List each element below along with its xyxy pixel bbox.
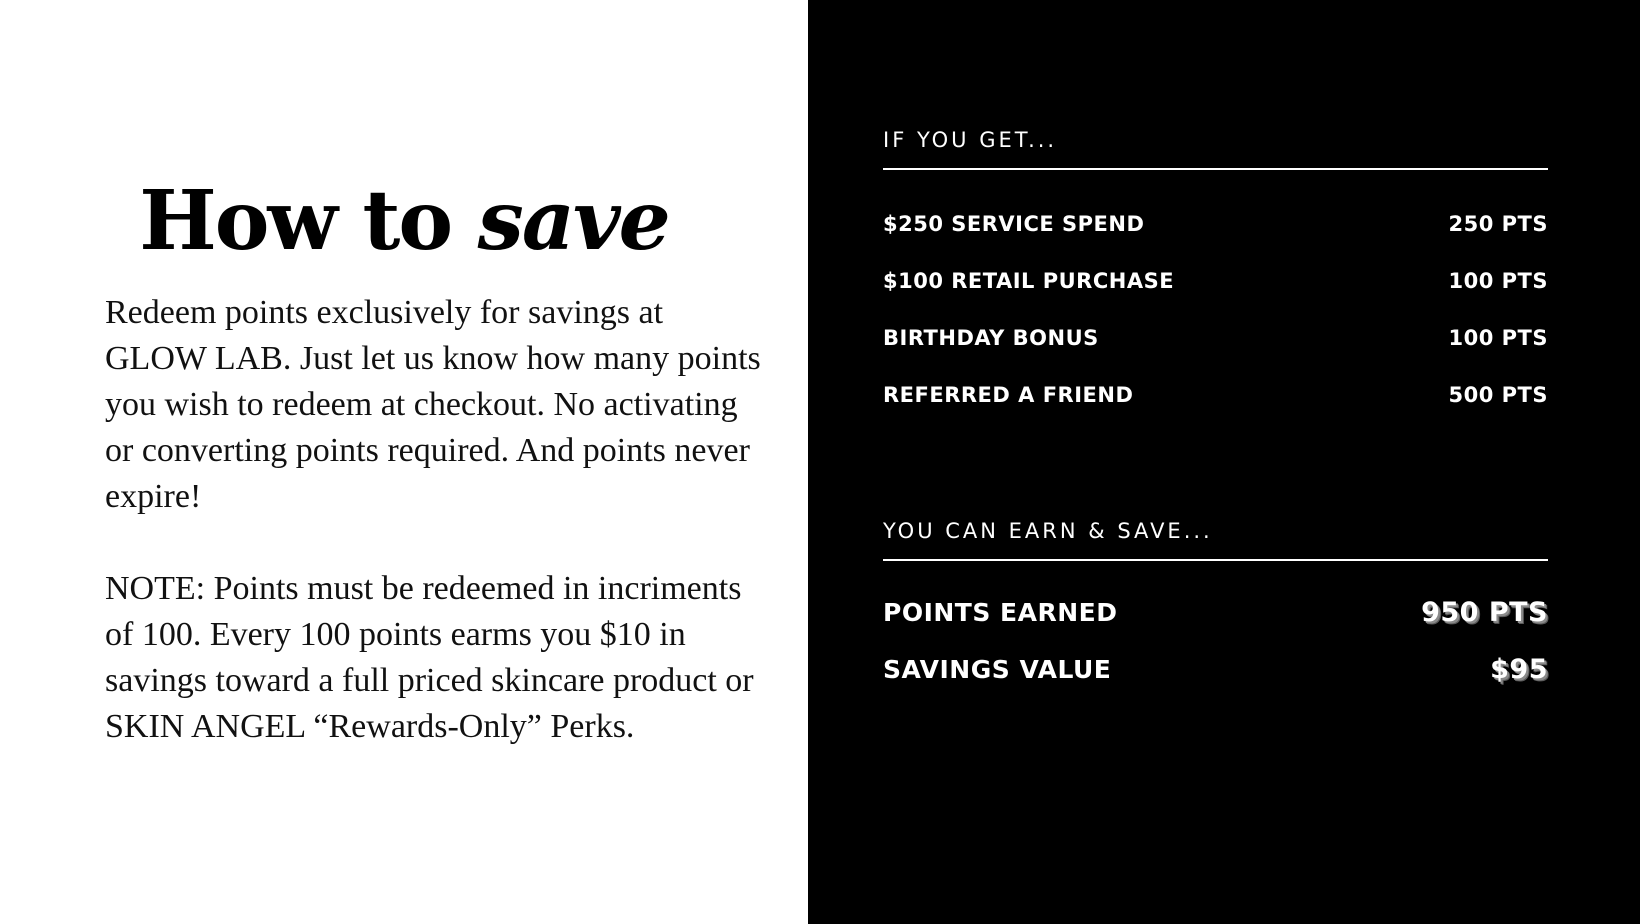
earn-row-label: $250 SERVICE SPEND (883, 212, 1145, 236)
earn-section-label: IF YOU GET... (883, 128, 1058, 152)
title-main: How to (139, 173, 478, 269)
earn-row (883, 212, 1548, 236)
earn-row-label: $100 RETAIL PURCHASE (883, 269, 1175, 293)
summary-row (883, 597, 1548, 628)
earn-row (883, 269, 1548, 293)
summary-row-value: 950 PTS (1421, 597, 1548, 628)
summary-section-divider (883, 559, 1548, 561)
earn-row (883, 326, 1548, 350)
summary-row (883, 654, 1548, 685)
title-emphasis: save (477, 173, 669, 269)
summary-row-label: POINTS EARNED (883, 598, 1118, 627)
earn-row-value: 100 PTS (1448, 326, 1548, 350)
summary-section-label: YOU CAN EARN & SAVE... (883, 519, 1213, 543)
earn-row (883, 383, 1548, 407)
earn-row-value: 100 PTS (1448, 269, 1548, 293)
summary-row-label: SAVINGS VALUE (883, 655, 1112, 684)
note-paragraph: NOTE: Points must be redeemed in incriments of 100. Every 100 points earms you $10 in savings toward a full priced skincare product or SKIN ANGEL “Rewards-Only” Perks. (105, 570, 754, 745)
earn-row-value: 250 PTS (1448, 212, 1548, 236)
redeem-paragraph: Redeem points exclusively for savings at GLOW LAB. Just let us know how many points you wish to redeem at checkout. No activating or converting points required. And points never expire! (105, 294, 761, 515)
earn-row-label: REFERRED A FRIEND (883, 383, 1134, 407)
earn-section-divider (883, 168, 1548, 170)
earn-row-label: BIRTHDAY BONUS (883, 326, 1099, 350)
left-panel (0, 0, 808, 924)
page-title (0, 173, 808, 269)
earn-row-value: 500 PTS (1448, 383, 1548, 407)
summary-row-value: $95 (1490, 654, 1548, 685)
